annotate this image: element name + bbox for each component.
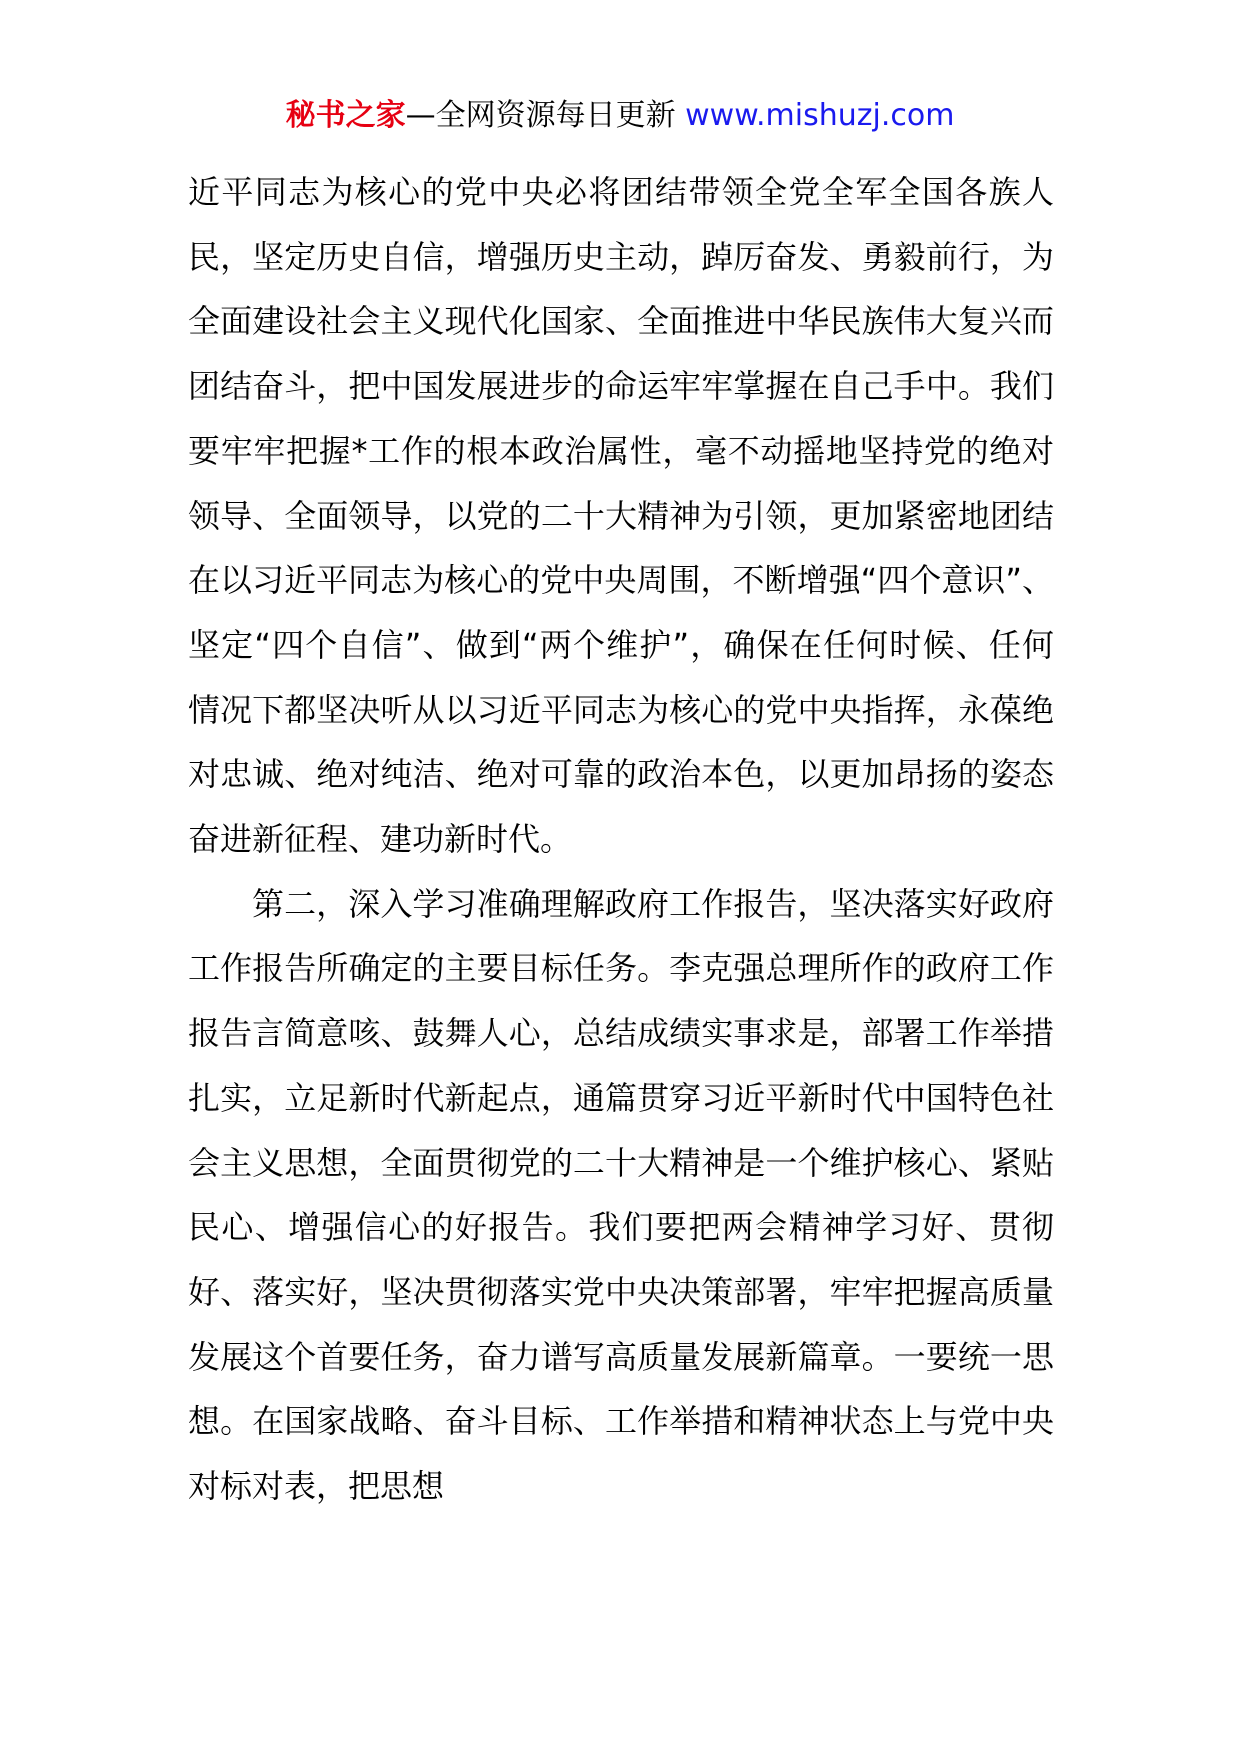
- document-body: [188, 160, 1054, 1519]
- paragraph-continued: 近平同志为核心的党中央必将团结带领全党全军全国各族人民，坚定历史自信，增强历史主动，踔厉奋发、勇毅前行，为全面建设社会主义现代化国家、全面推进中华民族伟大复兴而团结奋斗，把中国发展进步的命运牢牢掌握在自己手中。我们要牢牢把握*工作的根本政治属性，毫不动摇地坚持党的绝对领导、全面领导，以党的二十大精神为引领，更加紧密地团结在以习近平同志为核心的党中央周围，不断增强“四个意识”、坚定“四个自信”、做到“两个维护”，确保在任何时候、任何情况下都坚决听从以习近平同志为核心的党中央指挥，永葆绝对忠诚、绝对纯洁、绝对可靠的政治本色，以更加昂扬的姿态奋进新征程、建功新时代。: [188, 173, 1054, 859]
- page-header: [0, 96, 1240, 136]
- header-brand: 秘书之家: [285, 98, 406, 133]
- header-url-link[interactable]: www.mishuzj.com: [685, 98, 955, 133]
- header-tagline: —全网资源每日更新: [405, 98, 676, 133]
- paragraph-second-point: 第二，深入学习准确理解政府工作报告，坚决落实好政府工作报告所确定的主要目标任务。李克强总理所作的政府工作报告言简意咳、鼓舞人心，总结成绩实事求是，部署工作举措扎实，立足新时代新起点，通篇贯穿习近平新时代中国特色社会主义思想，全面贯彻党的二十大精神是一个维护核心、紧贴民心、增强信心的好报告。我们要把两会精神学习好、贯彻好、落实好，坚决贯彻落实党中央决策部署，牢牢把握高质量发展这个首要任务，奋力谱写高质量发展新篇章。一要统一思想。在国家战略、奋斗目标、工作举措和精神状态上与党中央对标对表，把思想: [188, 884, 1054, 1506]
